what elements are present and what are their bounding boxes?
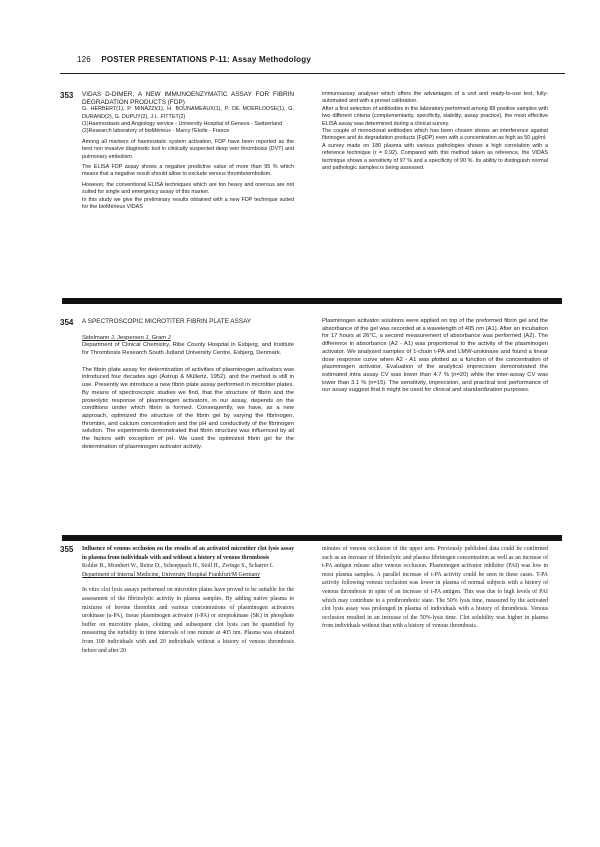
- abstract-paragraph: In this study we give the preliminary results obtained with a new FDP technique suited for the bioMérieux VIDAS: [82, 196, 294, 211]
- abstract-number: 354: [60, 318, 74, 327]
- abstract-affiliation: (2)Research laboratory of bioMérieux - Marcy l'Etoile - France: [82, 128, 230, 135]
- abstract-title: Influence of venous occlusion on the results of an activated microtiter clot lysis assay in plasma from individuals with and without a history of venous thrombosis: [82, 546, 294, 561]
- abstract-paragraph: The ELISA FDP assay shows a negative predictive value of more than 95 % which means that a negative result should allow to exclude venous thromboembolism.: [82, 164, 294, 178]
- header-rule: [60, 73, 565, 74]
- section-divider: [62, 298, 562, 304]
- abstract-paragraph: After a first selection of antibodies in the laboratory performed among 88 positive samples with two different criteria (complementarity, specificity, stability, assay practice), the most effective ELISA assay was determined during a clinical survey.: [322, 105, 548, 127]
- abstract-authors: Sidelmann J, Jespersen J, Gram J: [82, 334, 171, 341]
- abstract-title: A SPECTROSCOPIC MICROTITER FIBRIN PLATE ASSAY: [82, 318, 252, 325]
- abstract-paragraph: Plasminogen activator solutions were applied on top of the preformed fibrin gel and the absorbance of the gel was recorded at a wavelength of 405 nm (A1). After an incubation for 17 hours at 26°C, a second measurement of absorbance was performed (A2). The difference in absorbance (A2 - A1) was proportional to the activity of the plasminogen activator. We analyzed samples of 1-chain t-PA and LMW-urokinase and found a linear dose response curve when A2 - A1 was plotted as a function of the concentration of plasminogen activator. Evaluation of the analytical imprecision demonstrated the estimated intra assay CV was lower than 4.7 % (n=20) while the inter-assay CV was lower than 3.1 % (n=15). The sensitivity, imprecision, and practical test performance of our assay suggest that it might be used for clinical and standardization purposes.: [322, 318, 548, 394]
- abstract-353: [60, 91, 565, 251]
- page-header: [77, 55, 311, 64]
- abstract-left-column: [82, 545, 294, 658]
- abstract-right-column: [322, 318, 548, 398]
- abstract-right-column: [322, 91, 548, 172]
- abstract-paragraph: However, the conventional ELISA techniques which are too heavy and onerous are not suited for single and emergency assay of this marker.: [82, 181, 294, 196]
- abstract-affiliation: Department of Clinical Chemistry, Ribe County Hospital in Esbjerg, and Institute for Thrombosis Research South Jutland University Centre, Esbjerg, Denmark.: [82, 342, 294, 356]
- abstract-paragraph: A survey made on 180 plasma with various pathologies shows a high correlation with a reference technique (r = 0.92). Compared with this method taken as reference, the VIDAS technique shows a sensitivity of 97 % and a specificity of 90 %. Its ability to distinguish normal and pathologic samples is being assessed.: [322, 142, 548, 172]
- abstract-paragraph: In vitro clot lysis assays performed on microtitre plates have proved to be suitable for the assessment of the fibrinolytic activity in plasma samples. By adding native plasma to mixtures of bovine thrombin and various concentrations of plasminogen activators urokinase (u-PA), tissue plasminogen activator (t-PA) or streptokinase (SK) in phosphate buffer on microtitre plates, clotting and subsequent clot lysis can be quantified by measuring the turbidity in time intervals of one minute at 405 nm. Plasma was obtained from 100 individuals with and 20 individuals without a history of venous thrombosis before and after 20: [82, 587, 294, 654]
- abstract-left-column: [82, 91, 294, 214]
- abstract-paragraph: Among all markers of haemostatic system activation, FDP have been reported as the best non invasive diagnostic tool in clinically suspected deep vein thrombosis (DVT) and pulmonary embolism.: [82, 138, 294, 160]
- page-number: 126: [77, 55, 91, 64]
- abstract-paragraph: immunoassay analyser which offers the advantages of a unit and ready-to-use test, fully-automated and with a preset calibration.: [322, 91, 548, 105]
- abstract-authors: G. HERBERT(1), P. MINAZZI(1), H. BOUNAMEAUX(1), P. DE MOERLOOSE(1), G. DURAND(2), G. DUPUY(2), J.L. FITTET(2): [82, 106, 294, 120]
- abstract-number: 355: [60, 545, 74, 554]
- abstract-left-column: [82, 318, 294, 454]
- abstract-paragraph: The fibrin plate assay for determination of activities of plasminogen activators was introduced four decades ago (Astrup & Müllertz, 1952), and the method is still in use. Presently we introduce a new fibrin plate assay performed in microtiter plates. By means of spectroscopic studies we find, that the structure of fibrin and the proteolytic response of plasminogen activators, in our assay, depends on the conditions under which fibrin is formed. Consequently, we have, as a new approach, optimized the structure of the fibrin gel by varying the fibrinogen, thrombin, and calcium concentration and the pH and conductivity of the fibrinogen solution. The experiments demonstrated that fibrin structure was influenced by all the factors with exception of pH. We used the optimized fibrin gel for the determination of plasminogen activator activity.: [82, 366, 294, 450]
- abstract-paragraph: The couple of monoclonal antibodies which has been chosen shows an interference against fibrinogen and its degradation products (FgDP) even with a concentration as high as 50 µg/ml.: [322, 128, 548, 142]
- abstract-affiliation: Department of Internal Medicine, University Hospital Frankfurt/M Germany: [82, 571, 261, 578]
- abstract-authors: Kohler B., Mombert W., Reinz D., Scheeppach H., Stoll H., Zwinge S., Scharrer I.: [82, 563, 274, 570]
- section-title: POSTER PRESENTATIONS P-11: Assay Methodology: [101, 55, 311, 64]
- abstract-paragraph: minutes of venous occlusion of the upper arm. Previously published data could be confirmed such as an increase of fibrinolytic and plasma fibrinogen concentration as well as an increase of t-PA antigen release after venous occlusion. Plasminogen activator inhibitor (PAI) was low in most plasma samples. A parallel increase of t-PA activity could be seen in these cases. T-PA activity following venous occlusion was lower in plasma of normal subjects with a history of venous thrombosis in spite of an increase of t-PA antigen. This was due to high levels of PAI which may contribute to a prothrombotic state. The 50% lysis time, measured by the activated clot lysis assay was prolonged in plasma of individuals with a history of thrombosis. Venous occlusion resulted in an increase of the 50%-lysis time. Clot solubility was higher in plasma from individuals without than with a history of venous thrombosis.: [322, 546, 548, 630]
- abstract-354: [60, 318, 565, 528]
- abstract-355: [60, 545, 565, 695]
- abstract-number: 353: [60, 91, 74, 100]
- abstract-affiliation: (1)Haemostasis and Angiology service - University Hospital of Geneva - Switzerland: [82, 121, 283, 127]
- abstract-right-column: [322, 545, 548, 634]
- abstract-title: VIDAS D-DIMER, A NEW IMMUNOENZYMATIC ASSAY FOR FIBRIN DEGRADATION PRODUCTS (FDP): [82, 91, 294, 106]
- section-divider: [62, 535, 562, 541]
